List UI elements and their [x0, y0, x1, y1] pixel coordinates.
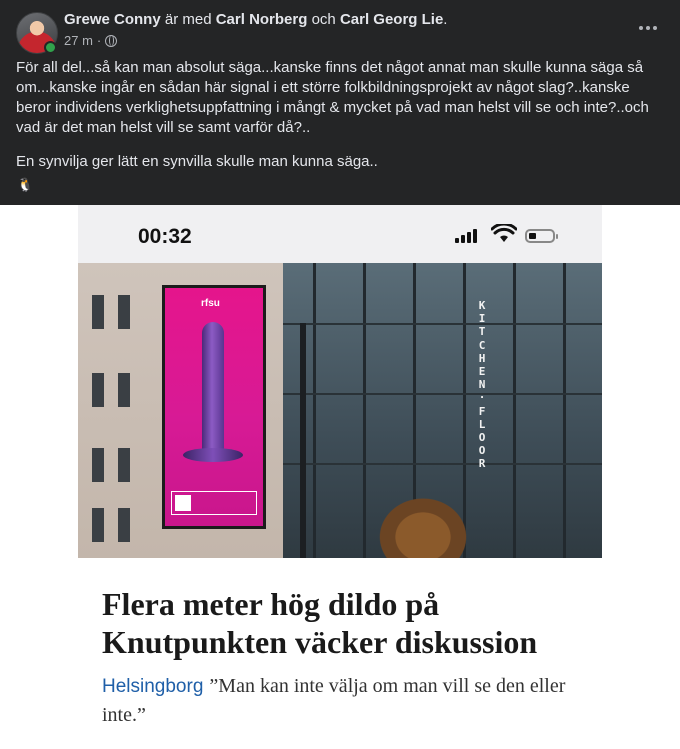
status-time: 00:32 — [138, 225, 192, 248]
billboard-qr-footer — [171, 491, 257, 515]
billboard-product-base — [183, 448, 243, 462]
with-text: är med — [160, 11, 216, 28]
post-timestamp[interactable]: 27 m — [64, 33, 93, 48]
signal-icon — [455, 229, 477, 243]
billboard — [162, 285, 266, 529]
meta-separator: · — [96, 33, 102, 48]
battery-icon — [525, 229, 555, 243]
news-headline: Flera meter hög dildo på Knutpunkten väcker diskussion — [102, 586, 538, 660]
online-status-icon — [44, 41, 57, 54]
post-text — [16, 58, 666, 186]
wifi-icon — [491, 224, 517, 244]
phone-status-bar — [78, 205, 602, 263]
and-text: och — [307, 11, 340, 28]
tagged-person-1[interactable]: Carl Norberg — [215, 11, 308, 28]
billboard-logo: rfsu — [201, 298, 220, 309]
news-photo — [78, 263, 602, 558]
news-kicker: Helsingborg — [102, 676, 204, 697]
more-options-icon — [639, 26, 643, 30]
lamp-post — [300, 323, 306, 558]
post-header-area — [0, 0, 680, 205]
more-options-icon-dot — [646, 26, 650, 30]
vertical-sign: K I T C H E N · F L O O R — [478, 299, 486, 471]
news-subline — [102, 672, 572, 730]
more-options-icon-dot — [653, 26, 657, 30]
tagged-person-2[interactable]: Carl Georg Lie — [339, 11, 444, 28]
penguin-emoji: 🐧 — [17, 177, 34, 192]
more-options-button[interactable] — [636, 18, 660, 38]
billboard-screen — [165, 288, 263, 526]
author-line — [64, 11, 447, 28]
post-paragraph-1: För all del...så kan man absolut säga...kanske finns det något annat man skulle kunna säga så om...kanske ingår en sådan här signal i ett större folkbildningsprojekt av något slag?..kanske beror individens verklighetsuppfattning i mångt & mycket på vad man helst vill se och inte?..och vad är det man helst vill se samt varför då?.. — [16, 59, 649, 136]
autumn-tree — [368, 488, 478, 558]
end-punctuation: . — [443, 11, 448, 28]
post-meta — [64, 33, 117, 48]
author-name[interactable]: Grewe Conny — [64, 11, 161, 28]
news-quote: ”Man kan inte välja om man vill se den eller inte.” — [102, 675, 566, 726]
billboard-product — [202, 322, 224, 452]
post-image[interactable] — [78, 205, 602, 749]
globe-icon[interactable] — [105, 35, 117, 47]
post-paragraph-2: En synvilja ger lätt en synvilla skulle man kunna säga.. — [16, 153, 378, 170]
